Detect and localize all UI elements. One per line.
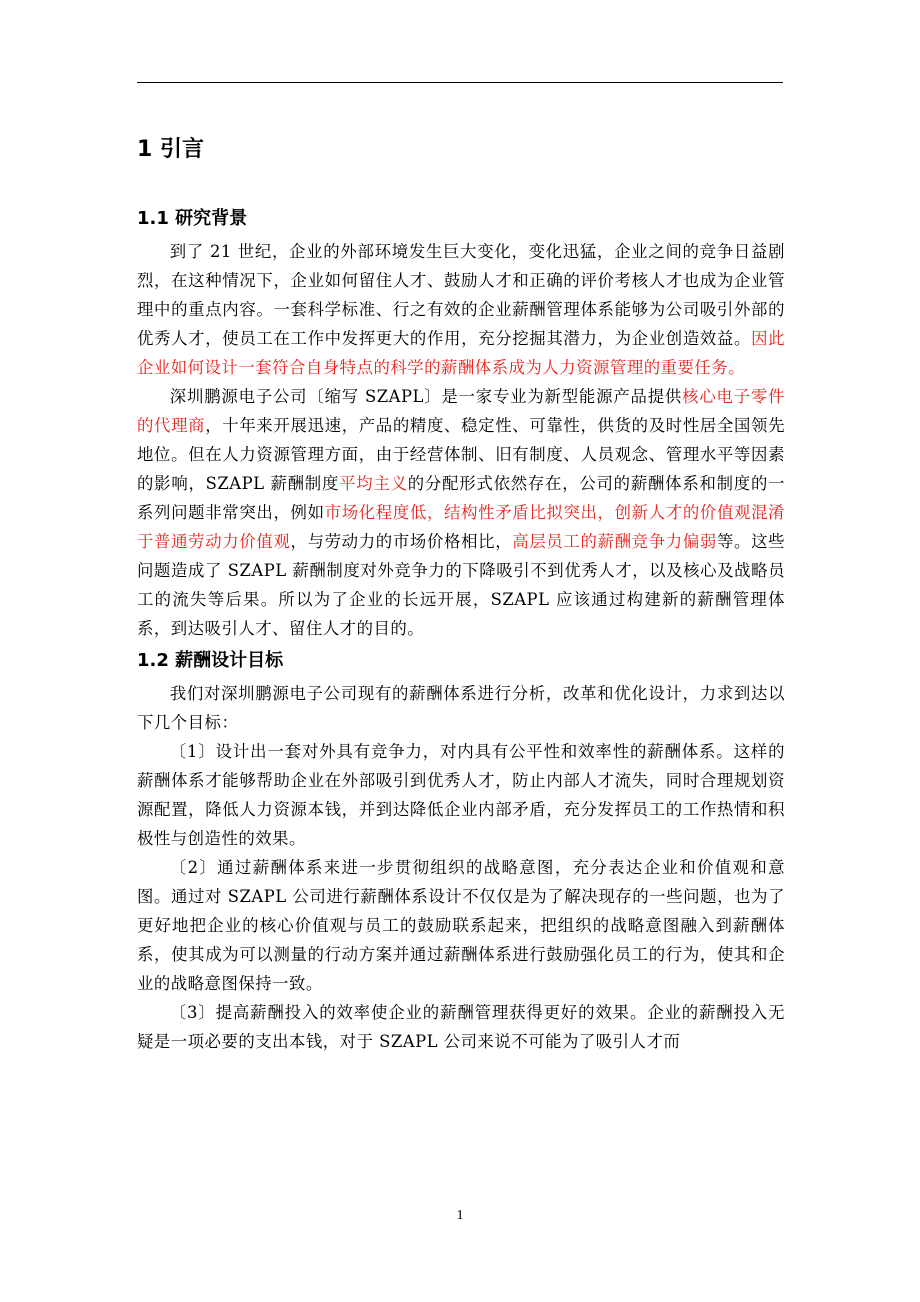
- paragraph-goal-1: 〔1〕设计出一套对外具有竞争力，对内具有公平性和效率性的薪酬体系。这样的薪酬体系才能够帮助企业在外部吸引到优秀人才，防止内部人才流失，同时合理规划资源配置，降低人力资源本钱，并到达降低企业内部矛盾，充分发挥员工的工作热情和积极性与创造性的效果。: [137, 742, 785, 848]
- document-body: [137, 130, 785, 1056]
- highlighted-text: 高层员工的薪酬竞争力偏弱: [512, 532, 717, 551]
- highlighted-text: 平均主义: [339, 474, 408, 493]
- highlighted-text: 核心电子零件的代理商: [137, 387, 786, 435]
- paragraph-text: 等。这些问题造成了 SZAPL 薪酬制度对外竞争力的下降吸引不到优秀人才，以及核心及战略员工的流失等后果。所以为了企业的长远开展，SZAPL 应该通过构建新的薪酬管理体系，到达吸引人才、留住人才的目的。: [137, 532, 786, 638]
- paragraph-text: 的分配形式依然存在，公司的薪酬体系和制度的一系列问题非常突出，例如: [137, 474, 786, 522]
- paragraph-goals-intro: 我们对深圳鹏源电子公司现有的薪酬体系进行分析，改革和优化设计，力求到达以下几个目标：: [137, 684, 785, 732]
- paragraph-goal-3: 〔3〕提高薪酬投入的效率使企业的薪酬管理获得更好的效果。企业的薪酬投入无疑是一项必要的支出本钱，对于 SZAPL 公司来说不可能为了吸引人才而: [137, 1003, 785, 1051]
- section-heading-research-background: 1.1 研究背景: [137, 208, 248, 229]
- paragraph-text: ，十年来开展迅速，产品的精度、稳定性、可靠性，供货的及时性居全国领先地位。但在人力资源管理方面，由于经营体制、旧有制度、人员观念、管理水平等因素的影响，SZAPL 薪酬制度: [137, 416, 786, 493]
- section-heading-salary-design-goals: 1.2 薪酬设计目标: [137, 650, 284, 671]
- highlighted-text: 因此企业如何设计一套符合自身特点的科学的薪酬体系成为人力资源管理的重要任务。: [137, 329, 786, 377]
- chapter-title: 1 引言: [137, 137, 204, 162]
- paragraph-background-2: [137, 382, 785, 643]
- page-number: 1: [456, 1208, 464, 1223]
- paragraph-text: 到了 21 世纪，企业的外部环境发生巨大变化，变化迅猛，企业之间的竞争日益剧烈，在这种情况下，企业如何留住人才、鼓励人才和正确的评价考核人才也成为企业管理中的重点内容。一套科学标准、行之有效的企业薪酬管理体系能够为公司吸引外部的优秀人才，使员工在工作中发挥更大的作用，充分挖掘其潜力，为企业创造效益。: [137, 242, 785, 348]
- highlighted-text: 市场化程度低，结构性矛盾比拟突出，创新人才的价值观混淆于普通劳动力价值观: [137, 503, 786, 551]
- header-rule: [137, 82, 783, 83]
- paragraph-text: ，与劳动力的市场价格相比，: [290, 532, 513, 551]
- paragraph-background-1: [137, 237, 785, 382]
- paragraph-goal-2: 〔2〕通过薪酬体系来进一步贯彻组织的战略意图，充分表达企业和价值观和意图。通过对 SZAPL 公司进行薪酬体系设计不仅仅是为了解决现存的一些问题，也为了更好地把企业的核心价值观与员工的鼓励联系起来，把组织的战略意图融入到薪酬体系，使其成为可以测量的行动方案并通过薪酬体系进行鼓励强化员工的行为，使其和企业的战略意图保持一致。: [137, 858, 785, 993]
- paragraph-text: 深圳鹏源电子公司〔缩写 SZAPL〕是一家专业为新型能源产品提供: [169, 387, 683, 406]
